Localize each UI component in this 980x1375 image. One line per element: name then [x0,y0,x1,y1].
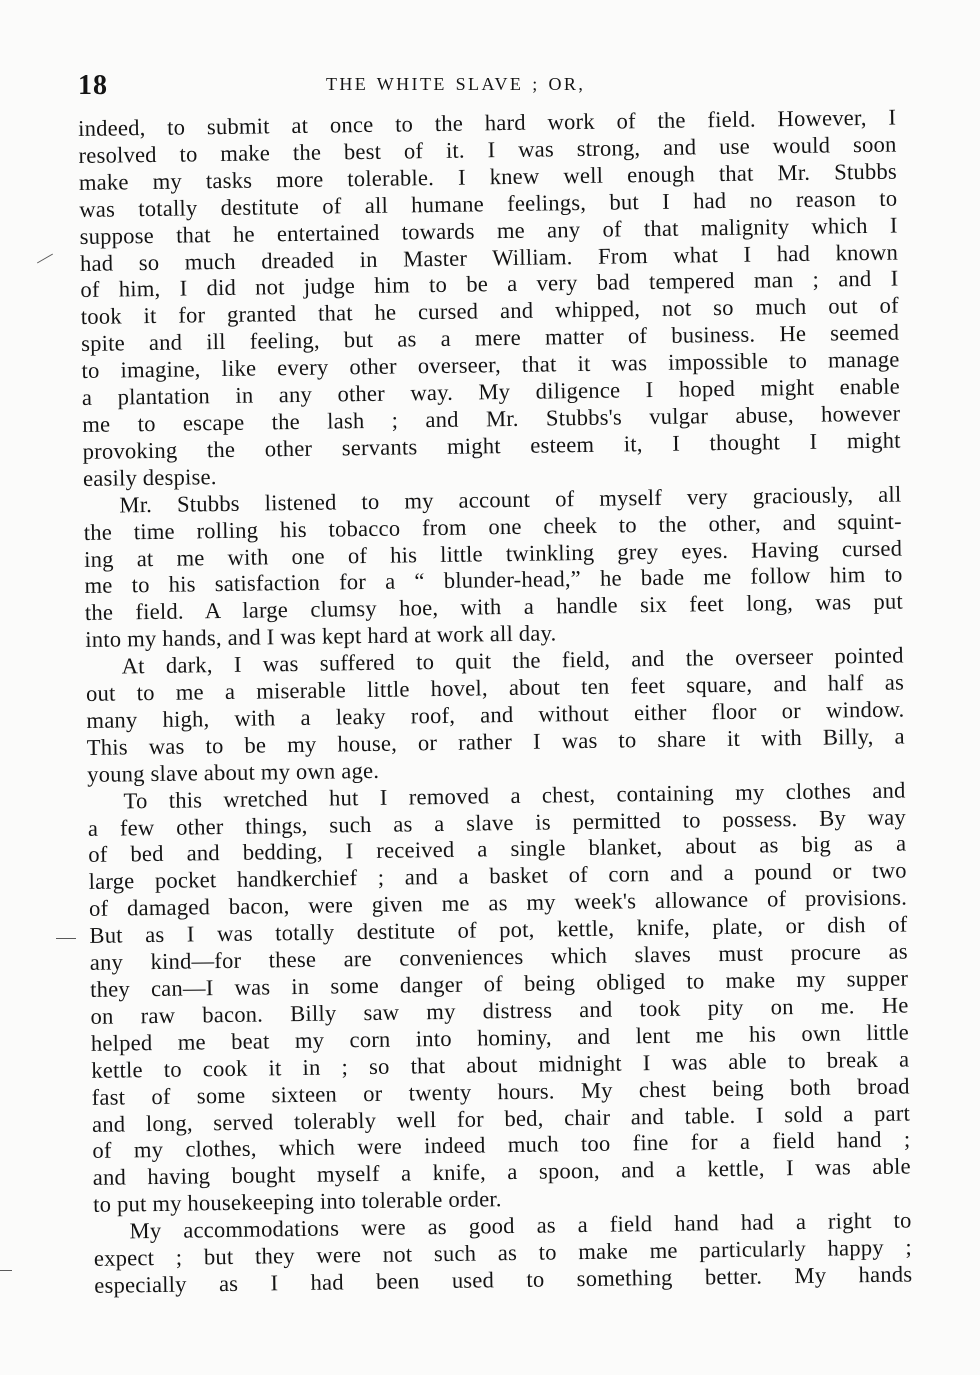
paragraph [87,777,911,1219]
text-line: on raw bacon. Billy saw my distress and took pity on me. He [90,992,909,1029]
text-line: expect ; but they were not such as to make me particularly happy ; [93,1234,913,1271]
text-line: had so much dreaded in Master William. From what I had known [79,239,899,276]
text-line: kettle to cook it in ; so that about midnight I was able to break a [91,1046,910,1083]
text-line: spite and ill feeling, but as a mere matter of business. He seemed [81,319,900,357]
text-line: any kind—for these are conveniences which slaves must procure as [89,938,908,976]
text-line: the field. A large clumsy hoe, with a handle six feet long, was put [84,588,904,626]
text-line: many high, with a leaky roof, and without either floor or window. [86,696,905,733]
text-line: My accommodations were as good as a field hand had a right to [129,1207,912,1244]
body-text [78,105,912,1300]
text-line: fast of some sixteen or twenty hours. My chest being both broad [91,1073,910,1110]
text-line: But as I was totally destitute of pot, kettle, knife, plate, or dish of [89,911,908,949]
text-line: To this wretched hut I removed a chest, containing my clothes and [123,777,906,814]
text-line: make my tasks more tolerable. I knew well enough that Mr. Stubbs [78,158,898,195]
text-line: and having bought myself a knife, a spoon, and a kettle, I was able [92,1153,911,1191]
text-line: of him, I did not judge him to be a very bad tempered man ; and I [80,266,899,303]
paragraph [86,643,906,789]
margin-pencil-mark [37,254,53,264]
page-number: 18 [78,70,108,101]
text-line: me to his satisfaction for a “ blunder-head,” he bade me follow him to [84,561,903,599]
text-line: young slave about my own age. [87,757,380,787]
text-line: into my hands, and I was kept hard at work all day. [85,620,557,653]
text-line: a few other things, such as a slave is permitted to possess. By way [87,804,907,841]
paragraph [83,481,903,654]
text-line: of damaged bacon, were given me as my week's allowance of provisions. [88,884,908,922]
text-line: At dark, I was suffered to quit the field, and the overseer pointed [121,642,904,679]
text-line: the time rolling his tobacco from one cheek to the other, and squint- [83,508,902,545]
text-line: they can—I was in some danger of being obliged to make my supper [90,965,909,1002]
text-line: suppose that he entertained towards me any of that malignity which I [79,212,898,249]
text-line: of bed and bedding, I received a single blanket, about as big as a [88,830,907,868]
text-line: resolved to make the best of it. I was strong, and use would soon [78,131,897,168]
paragraph [93,1208,912,1300]
text-line: easily despise. [82,463,217,491]
margin-pencil-mark [0,1270,12,1271]
running-head: THE WHITE SLAVE ; OR, [326,74,586,94]
margin-pencil-mark [56,938,76,939]
text-line: out to me a miserable little hovel, about ten feet square, and half as [85,669,905,706]
text-line: to put my housekeeping into tolerable order. [93,1186,502,1218]
text-line: Mr. Stubbs listened to my account of myself very graciously, all [119,481,902,518]
text-line: was totally destitute of all humane feelings, but I had no reason to [79,185,898,222]
page-header [78,62,890,106]
text-line: ing at me with one of his little twinkling grey eyes. Having cursed [84,535,903,572]
text-line: took it for granted that he cursed and whipped, not so much out of [80,292,899,330]
text-line: of my clothes, which were indeed much too fine for a field hand ; [92,1126,911,1164]
paragraph [78,105,901,493]
text-line: me to escape the lash ; and Mr. Stubbs's vulgar abuse, however [82,400,901,437]
text-line: large pocket handkerchief ; and a basket of corn and a pound or two [88,857,907,895]
text-line: This was to be my house, or rather I was to share it with Billy, a [86,723,905,760]
text-line: and long, served tolerably well for bed, chair and table. I sold a part [91,1100,911,1137]
text-line: indeed, to submit at once to the hard work of the field. However, I [78,104,897,141]
text-line: especially as I had been used to something better. My hands [94,1261,913,1298]
text-line: to imagine, like every other overseer, that it was impossible to manage [81,346,900,384]
text-line: a plantation in any other way. My diligence I hoped might enable [81,373,901,411]
text-line: provoking the other servants might esteem it, I thought I might [82,427,901,464]
text-line: helped me beat my corn into hominy, and lent me his own little [90,1019,910,1056]
